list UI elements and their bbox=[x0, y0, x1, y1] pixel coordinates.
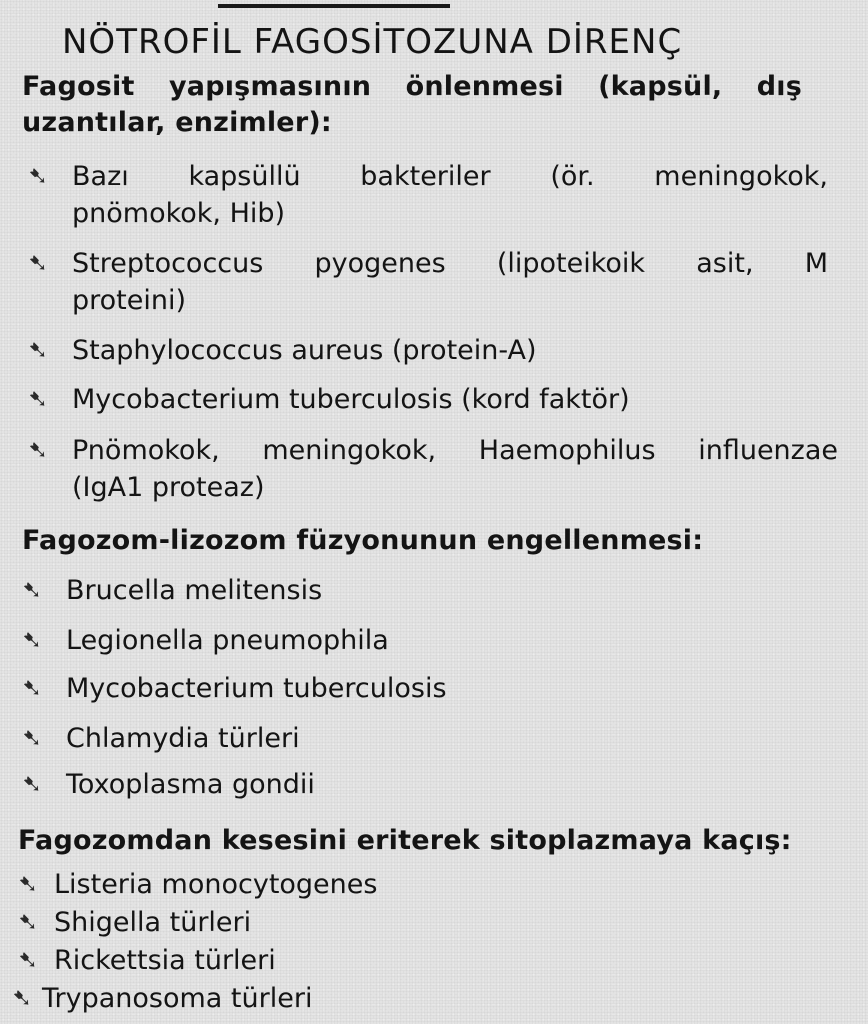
top-rule-divider bbox=[218, 4, 450, 8]
bullet-arrow-icon: ➷ bbox=[28, 385, 49, 413]
section-heading: Fagozom-lizozom füzyonunun engellenmesi: bbox=[22, 525, 704, 556]
list-item-text: Staphylococcus aureus (protein-A) bbox=[72, 335, 537, 366]
section-heading: Fagozomdan kesesini eriterek sitoplazmaya kaçış: bbox=[18, 825, 792, 856]
bullet-arrow-icon: ➷ bbox=[22, 626, 43, 654]
list-item-text-continued: (IgA1 proteaz) bbox=[72, 472, 265, 503]
bullet-arrow-icon: ➷ bbox=[28, 336, 49, 364]
list-item-text: Streptococcus pyogenes (lipoteikoik asit, M bbox=[72, 248, 828, 279]
bullet-arrow-icon: ➷ bbox=[28, 436, 49, 464]
list-item-text: Legionella pneumophila bbox=[66, 625, 389, 656]
list-item-text: Mycobacterium tuberculosis (kord faktör) bbox=[72, 384, 630, 415]
list-item-text: Brucella melitensis bbox=[66, 575, 323, 606]
list-item-text-continued: pnömokok, Hib) bbox=[72, 198, 286, 229]
bullet-arrow-icon: ➷ bbox=[18, 870, 39, 898]
list-item-text: Chlamydia türleri bbox=[66, 723, 300, 754]
list-item-text-continued: proteini) bbox=[72, 285, 187, 316]
page-title: NÖTROFİL FAGOSİTOZUNA DİRENÇ bbox=[62, 22, 683, 62]
list-item-text: Bazı kapsüllü bakteriler (ör. meningokok, bbox=[72, 161, 828, 192]
bullet-arrow-icon: ➷ bbox=[28, 162, 49, 190]
bullet-arrow-icon: ➷ bbox=[28, 249, 49, 277]
section-heading-continued: uzantılar, enzimler): bbox=[22, 107, 332, 138]
list-item-text: Mycobacterium tuberculosis bbox=[66, 673, 447, 704]
bullet-arrow-icon: ➷ bbox=[18, 908, 39, 936]
list-item-text: Toxoplasma gondii bbox=[66, 769, 315, 800]
bullet-arrow-icon: ➷ bbox=[22, 674, 43, 702]
bullet-arrow-icon: ➷ bbox=[22, 724, 43, 752]
bullet-arrow-icon: ➷ bbox=[22, 576, 43, 604]
section-heading: Fagosit yapışmasının önlenmesi (kapsül, dış bbox=[22, 71, 802, 102]
list-item-text: Trypanosoma türleri bbox=[42, 983, 313, 1014]
bullet-arrow-icon: ➷ bbox=[12, 984, 33, 1012]
list-item-text: Listeria monocytogenes bbox=[54, 869, 378, 900]
bullet-arrow-icon: ➷ bbox=[22, 770, 43, 798]
list-item-text: Pnömokok, meningokok, Haemophilus influenzae bbox=[72, 435, 838, 466]
list-item-text: Rickettsia türleri bbox=[54, 945, 276, 976]
list-item-text: Shigella türleri bbox=[54, 907, 252, 938]
bullet-arrow-icon: ➷ bbox=[18, 946, 39, 974]
